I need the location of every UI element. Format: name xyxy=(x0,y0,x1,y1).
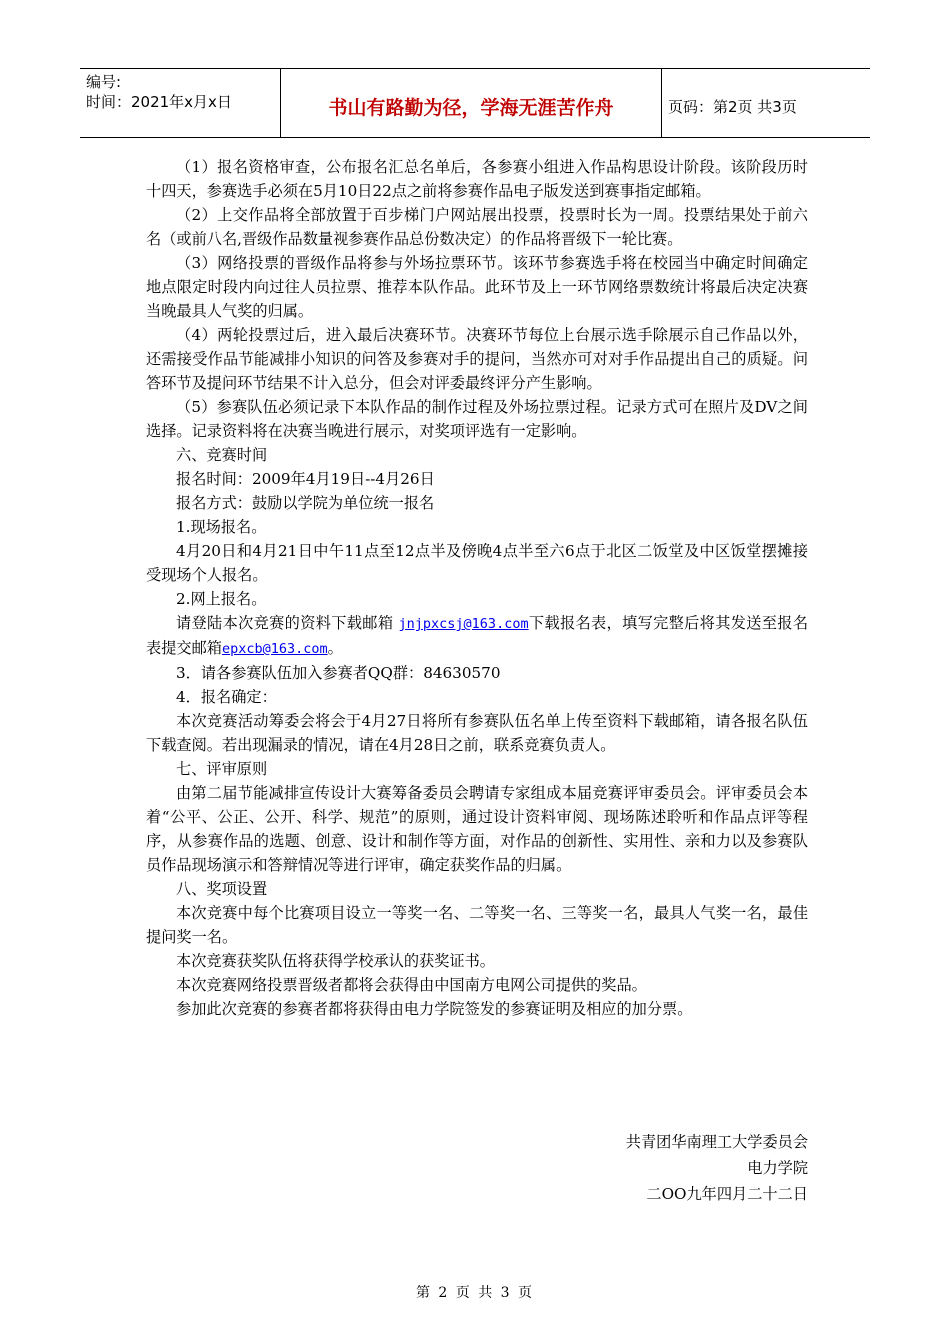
paragraph: （1）报名资格审查，公布报名汇总名单后，各参赛小组进入作品构思设计阶段。该阶段历时十四天，参赛选手必须在5月10日22点之前将参赛作品电子版发送到赛事指定邮箱。 xyxy=(146,158,808,200)
signature-block xyxy=(626,1129,808,1207)
paragraph: 本次竞赛获奖队伍将获得学校承认的获奖证书。 xyxy=(176,952,495,970)
header-page-info: 页码：第2页 共3页 xyxy=(668,97,797,116)
section-heading: 六、竞赛时间 xyxy=(176,446,268,464)
online-signup-paragraph xyxy=(146,611,808,661)
signature-date: 二OO九年四月二十二日 xyxy=(646,1185,808,1203)
paragraph: （4）两轮投票过后，进入最后决赛环节。决赛环节每位上台展示选手除展示自己作品以外，还需接受作品节能减排小知识的问答及参赛对手的提问，当然亦可对对手作品提出自己的质疑。问答环节及提问环节结果不计入总分，但会对评委最终评分产生影响。 xyxy=(146,326,808,392)
submit-email-link[interactable]: epxcb@163.com xyxy=(221,641,328,657)
paragraph: 本次竞赛网络投票晋级者都将会获得由中国南方电网公司提供的奖品。 xyxy=(176,976,647,994)
paragraph: （2）上交作品将全部放置于百步梯门户网站展出投票，投票时长为一周。投票结果处于前六名（或前八名,晋级作品数量视参赛作品总份数决定）的作品将晋级下一轮比赛。 xyxy=(146,206,808,248)
paragraph: 本次竞赛中每个比赛项目设立一等奖一名、二等奖一名、三等奖一名，最具人气奖一名，最佳提问奖一名。 xyxy=(146,904,808,946)
document-number-label: 编号: xyxy=(86,73,122,91)
document-time-label: 时间：2021年x月x日 xyxy=(86,93,232,111)
paragraph: 报名方式：鼓励以学院为单位统一报名 xyxy=(176,494,435,512)
paragraph: 报名时间：2009年4月19日--4月26日 xyxy=(176,470,435,488)
header-meta xyxy=(80,69,281,137)
header-page-cell xyxy=(662,69,870,137)
paragraph: 由第二届节能减排宣传设计大赛筹备委员会聘请专家组成本届竞赛评审委员会。评审委员会本着“公平、公正、公开、科学、规范”的原则，通过设计资料审阅、现场陈述聆听和作品点评等程序，从参赛作品的选题、创意、设计和制作等方面，对作品的创新性、实用性、亲和力以及参赛队员作品现场演示和答辩情况等进行评审，确定获奖作品的归属。 xyxy=(146,784,808,874)
page-footer: 第 2 页 共 3 页 xyxy=(415,1285,535,1301)
paragraph: 1.现场报名。 xyxy=(176,518,267,536)
paragraph: 2.网上报名。 xyxy=(176,590,267,608)
signature-dept: 电力学院 xyxy=(747,1159,808,1177)
paragraph: （5）参赛队伍必须记录下本队作品的制作过程及外场拉票过程。记录方式可在照片及DV之间选择。记录资料将在决赛当晚进行展示，对奖项评选有一定影响。 xyxy=(146,398,808,440)
paragraph: 4月20日和4月21日中午11点至12点半及傍晚4点半至六6点于北区二饭堂及中区饭堂摆摊接受现场个人报名。 xyxy=(146,542,808,584)
paragraph: （3）网络投票的晋级作品将参与外场拉票环节。该环节参赛选手将在校园当中确定时间确定地点限定时段内向过往人员拉票、推荐本队作品。此环节及上一环节网络票数统计将最后决定决赛当晚最具人气奖的归属。 xyxy=(146,254,808,320)
signup-text-end: 。 xyxy=(327,639,343,657)
signup-text-middle: 下载报名表，填写完整后将其发送至报名表提交邮箱 xyxy=(146,614,809,657)
signup-text-before: 请登陆本次竞赛的资料下载邮箱 xyxy=(176,614,394,632)
section-heading: 七、评审原则 xyxy=(176,760,268,778)
page-header xyxy=(80,68,870,138)
paragraph: 3．请各参赛队伍加入参赛者QQ群：84630570 xyxy=(176,664,501,682)
section-heading: 八、奖项设置 xyxy=(176,880,268,898)
paragraph: 4．报名确定： xyxy=(176,688,277,706)
signature-org: 共青团华南理工大学委员会 xyxy=(625,1133,808,1151)
download-email-link[interactable]: jnjpxcsj@163.com xyxy=(398,616,529,632)
document-body xyxy=(146,155,808,1021)
paragraph: 参加此次竞赛的参赛者都将获得由电力学院签发的参赛证明及相应的加分票。 xyxy=(176,1000,693,1018)
header-motto-cell xyxy=(281,69,662,137)
paragraph: 本次竞赛活动筹委会将会于4月27日将所有参赛队伍名单上传至资料下载邮箱，请各报名队伍下载查阅。若出现漏录的情况，请在4月28日之前，联系竞赛负责人。 xyxy=(146,712,808,754)
header-motto: 书山有路勤为径，学海无涯苦作舟 xyxy=(328,96,614,119)
